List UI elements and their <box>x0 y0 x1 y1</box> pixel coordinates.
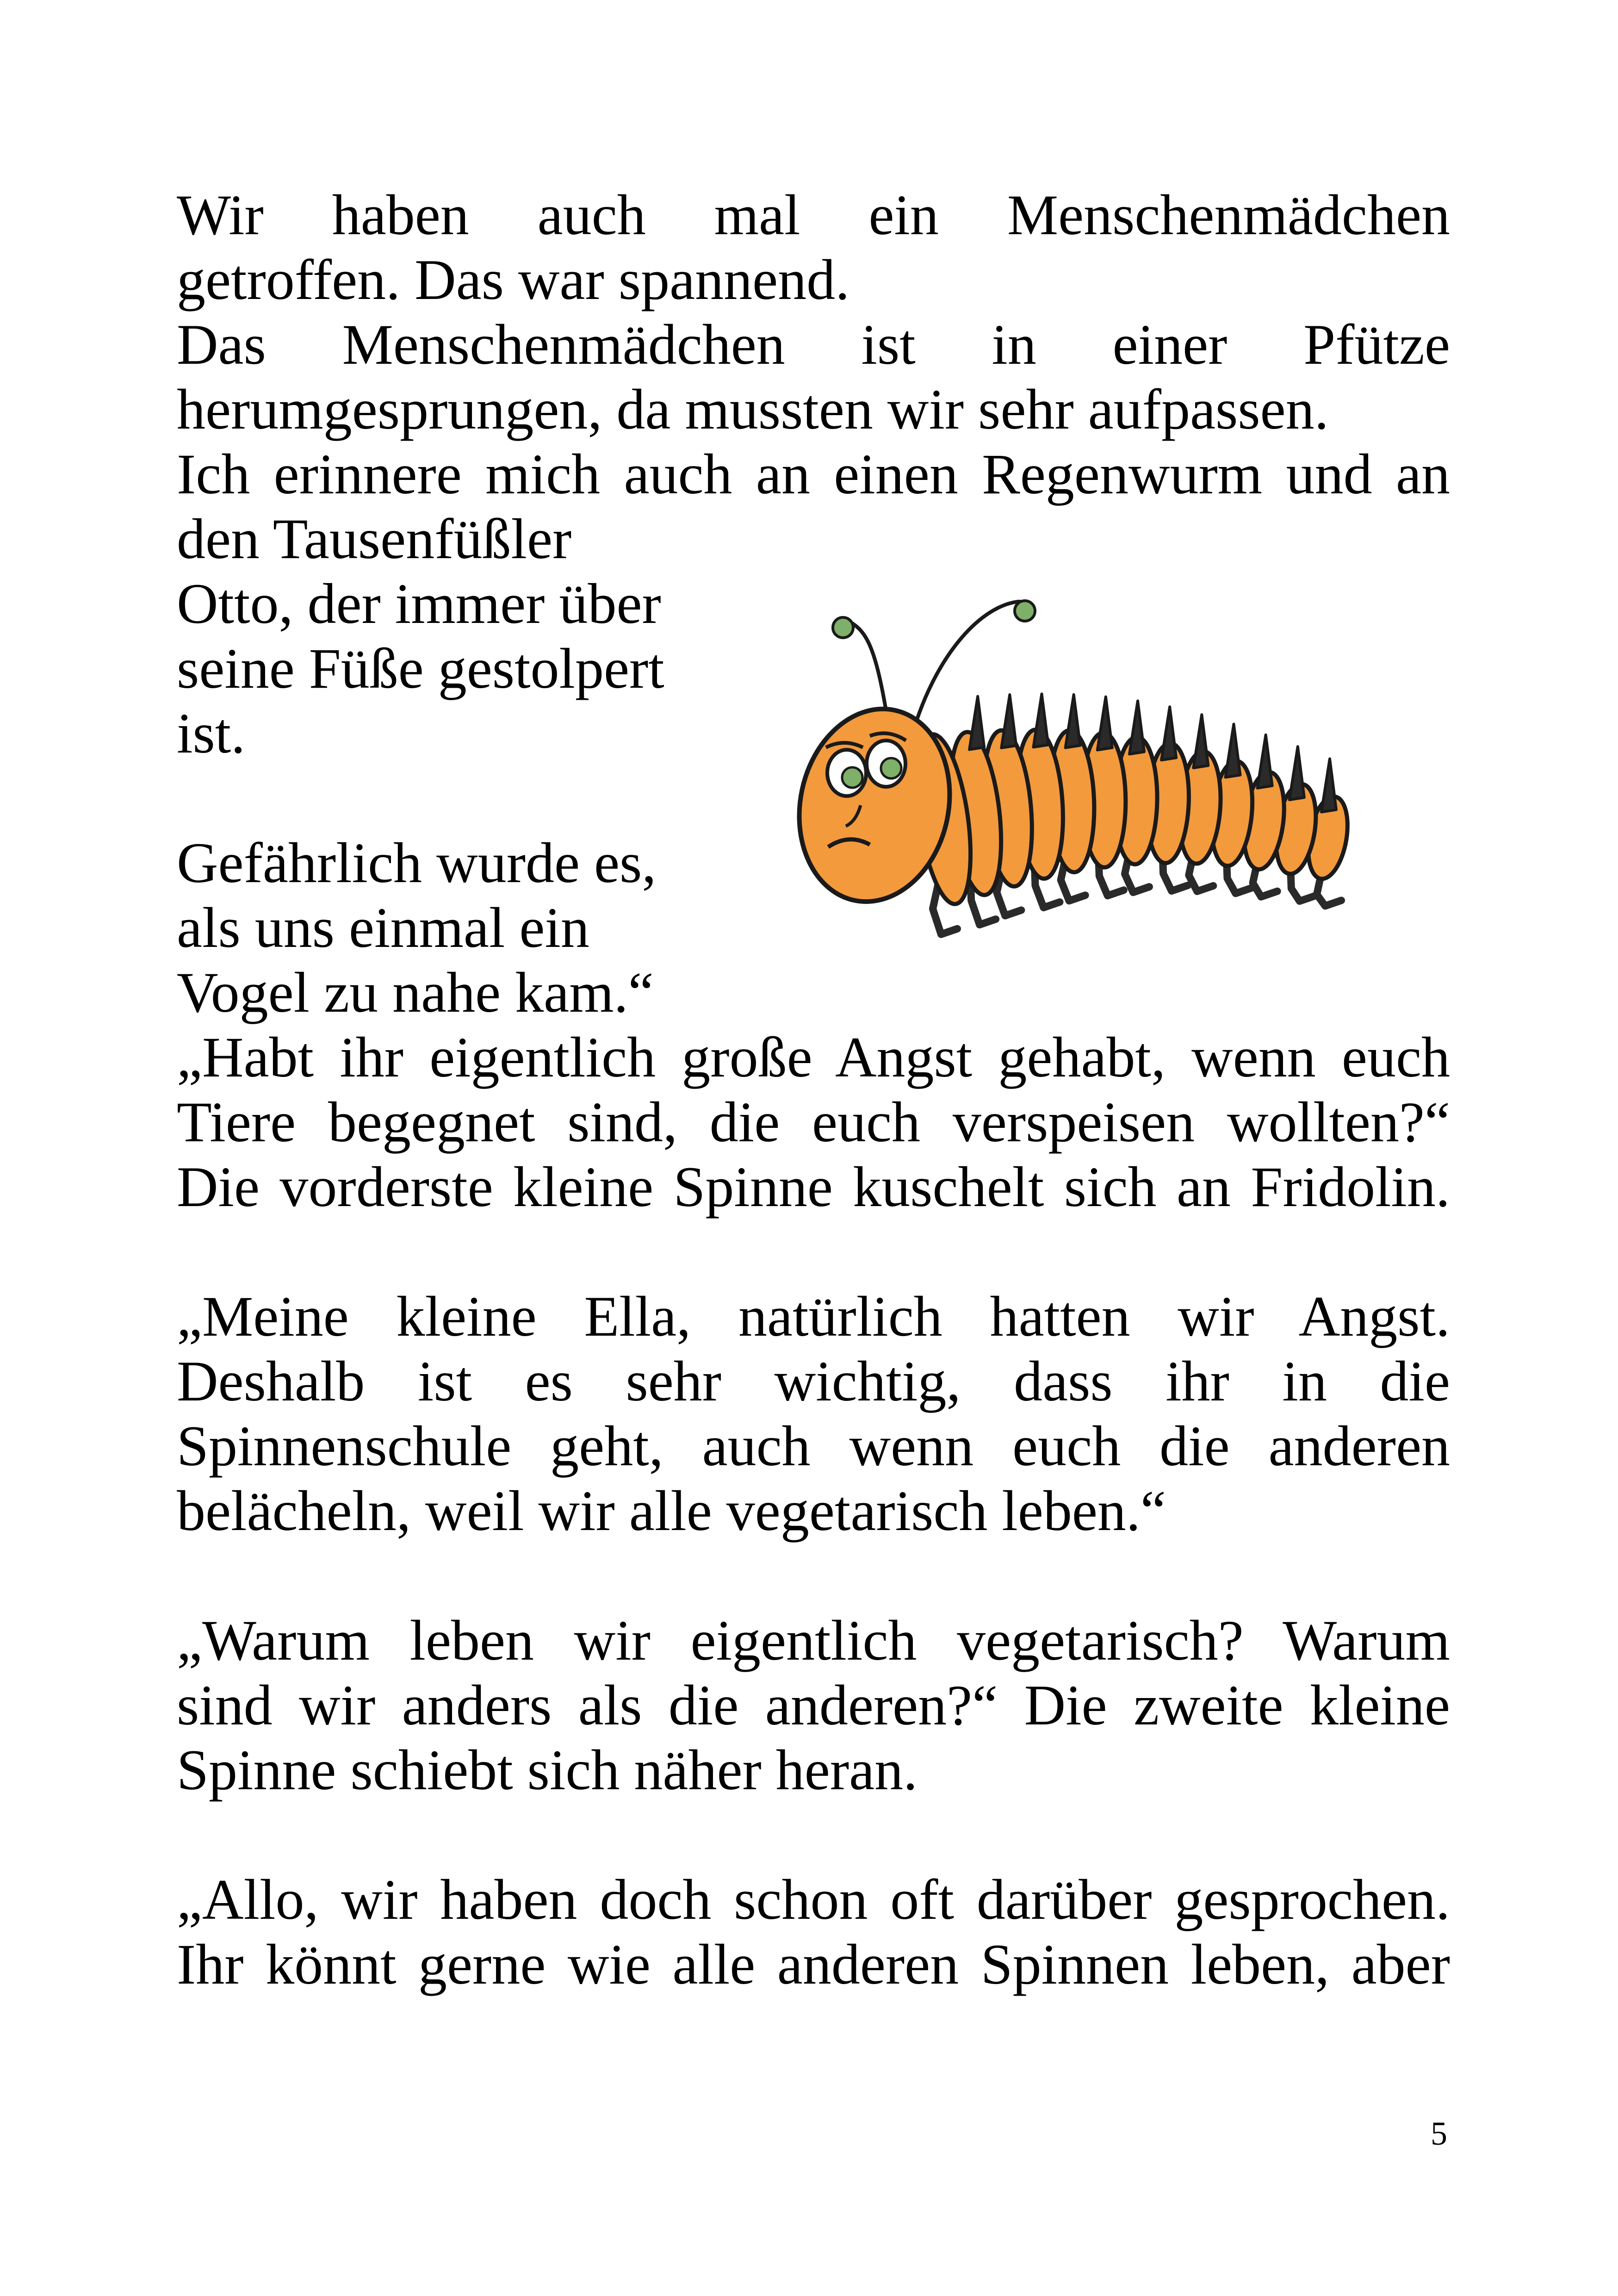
text-line: Deshalb ist es sehr wichtig, dass ihr in die <box>177 1350 1450 1413</box>
millipede-spike <box>1161 707 1176 760</box>
millipede-spike <box>1034 694 1048 747</box>
millipede-spike <box>1129 701 1144 754</box>
page-number: 5 <box>1431 2115 1447 2152</box>
text-line: Wir haben auch mal ein Menschenmädchen <box>177 183 1450 247</box>
text-line: „Habt ihr eigentlich große Angst gehabt, wenn euch <box>177 1026 1450 1089</box>
text-line: Tiere begegnet sind, die euch verspeisen wollten?“ <box>177 1090 1450 1154</box>
text-line: Spinne schiebt sich näher heran. <box>177 1738 918 1802</box>
text-line: Otto, der immer über <box>177 572 661 635</box>
millipede-spike <box>1226 724 1240 778</box>
text-line: Ich erinnere mich auch an einen Regenwurm und an <box>177 442 1450 506</box>
text-line: „Allo, wir haben doch schon oft darüber gesprochen. <box>177 1868 1450 1931</box>
text-line: „Warum leben wir eigentlich vegetarisch? Warum <box>177 1609 1450 1672</box>
text-line: belächeln, weil wir alle vegetarisch leben.“ <box>177 1479 1166 1543</box>
millipede-spike <box>969 697 984 750</box>
millipede-illustration <box>722 588 1397 1032</box>
antenna-tip <box>1015 601 1035 621</box>
text-line: sind wir anders als die anderen?“ Die zweite kleine <box>177 1674 1450 1737</box>
text-line: getroffen. Das war spannend. <box>177 248 850 311</box>
millipede-spike <box>1258 735 1272 788</box>
millipede-spike <box>1097 697 1112 750</box>
millipede-spike <box>1321 759 1336 812</box>
millipede-spike <box>1001 695 1016 748</box>
millipede-spike <box>1066 695 1080 748</box>
text-line: als uns einmal ein <box>177 896 589 959</box>
text-line: seine Füße gestolpert <box>177 637 664 700</box>
text-line: herumgesprungen, da mussten wir sehr aufpassen. <box>177 378 1329 441</box>
text-line: Vogel zu nahe kam.“ <box>177 961 654 1024</box>
text-line: ist. <box>177 702 246 765</box>
text-line: Gefährlich wurde es, <box>177 831 657 895</box>
millipede-pupil <box>842 767 862 788</box>
text-line: Spinnenschule geht, auch wenn euch die anderen <box>177 1414 1450 1478</box>
text-line: Das Menschenmädchen ist in einer Pfütze <box>177 313 1450 376</box>
text-line: den Tausenfüßler <box>177 507 572 571</box>
millipede-spike <box>1193 715 1208 768</box>
millipede-spike <box>1289 747 1304 800</box>
text-line: Die vorderste kleine Spinne kuschelt sich an Fridolin. <box>177 1155 1450 1219</box>
text-line: Ihr könnt gerne wie alle anderen Spinnen leben, aber <box>177 1933 1450 1996</box>
millipede-pupil <box>881 758 901 778</box>
text-line: „Meine kleine Ella, natürlich hatten wir Angst. <box>177 1285 1450 1348</box>
antenna-tip <box>833 617 853 638</box>
